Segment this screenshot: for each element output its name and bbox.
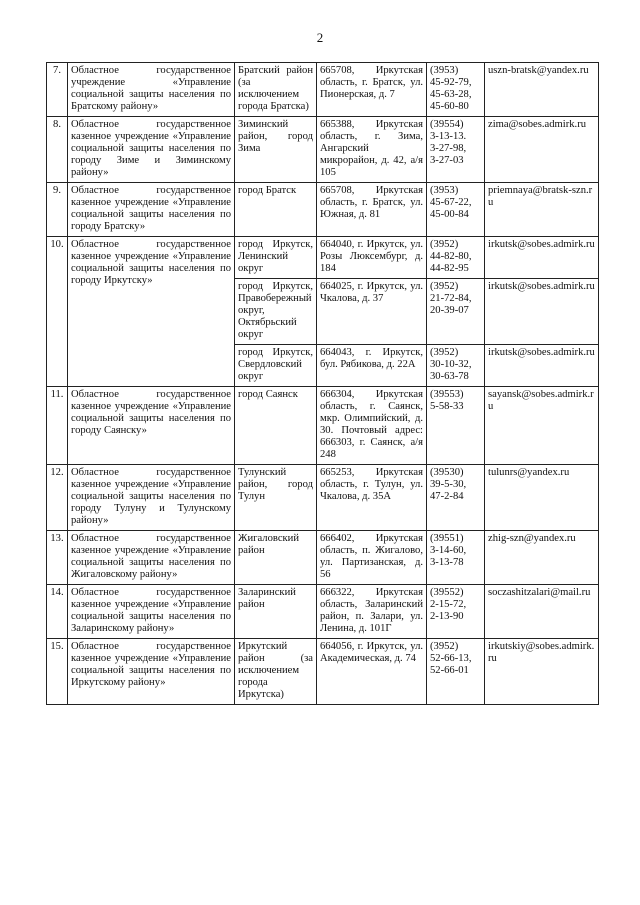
service-area: Заларинский район bbox=[235, 585, 317, 639]
service-area: город Иркутск, Правобережный округ, Октябрьский округ bbox=[235, 279, 317, 345]
phone-line: (3952) bbox=[430, 281, 459, 292]
phone-numbers bbox=[427, 387, 485, 465]
phone-line: 44-82-95 bbox=[430, 263, 469, 274]
phone-line: 39-5-30, bbox=[430, 479, 467, 490]
postal-address: 664043, г. Иркутск, бул. Рябикова, д. 22А bbox=[317, 345, 427, 387]
phone-numbers bbox=[427, 183, 485, 237]
postal-address: 665253, Иркутская область, г. Тулун, ул. Чкалова, д. 35А bbox=[317, 465, 427, 531]
phone-line: (39552) bbox=[430, 587, 464, 598]
phone-line: 3-27-98, bbox=[430, 143, 467, 154]
phone-line: 45-92-79, bbox=[430, 77, 472, 88]
postal-address: 665708, Иркутская область, г. Братск, ул. Южная, д. 81 bbox=[317, 183, 427, 237]
email-address[interactable]: irkutsk@sobes.admirk.ru bbox=[485, 279, 599, 345]
phone-numbers bbox=[427, 237, 485, 279]
email-address[interactable]: uszn-bratsk@yandex.ru bbox=[485, 63, 599, 117]
phone-line: 44-82-80, bbox=[430, 251, 472, 262]
institution-name: Областное государственное казенное учреждение «Управление социальной защиты населения по городу Братску» bbox=[68, 183, 235, 237]
phone-line: 2-15-72, bbox=[430, 599, 467, 610]
phone-line: 20-39-07 bbox=[430, 305, 469, 316]
email-address[interactable]: irkutskiy@sobes.admirk.ru bbox=[485, 639, 599, 705]
service-area: город Иркутск, Ленинский округ bbox=[235, 237, 317, 279]
phone-numbers bbox=[427, 279, 485, 345]
phone-line: 3-14-60, bbox=[430, 545, 467, 556]
phone-line: 30-10-32, bbox=[430, 359, 472, 370]
phone-line: (3952) bbox=[430, 641, 459, 652]
phone-line: (39530) bbox=[430, 467, 464, 478]
phone-line: 45-63-28, bbox=[430, 89, 472, 100]
table-row bbox=[47, 387, 599, 465]
row-number: 13. bbox=[47, 531, 68, 585]
phone-line: (39551) bbox=[430, 533, 464, 544]
email-address[interactable]: soczashitzalari@mail.ru bbox=[485, 585, 599, 639]
phone-line: (39553) bbox=[430, 389, 464, 400]
postal-address: 666402, Иркутская область, п. Жигалово, ул. Партизанская, д. 56 bbox=[317, 531, 427, 585]
page-number: 2 bbox=[316, 30, 324, 45]
phone-line: 52-66-13, bbox=[430, 653, 472, 664]
table-row bbox=[47, 585, 599, 639]
institutions-table-body bbox=[47, 63, 599, 705]
institution-name: Областное государственное казенное учреждение «Управление социальной защиты населения по городу Саянску» bbox=[68, 387, 235, 465]
service-area: Иркутский район (за исключением города Иркутска) bbox=[235, 639, 317, 705]
service-area: город Саянск bbox=[235, 387, 317, 465]
phone-numbers bbox=[427, 639, 485, 705]
phone-line: 3-27-03 bbox=[430, 155, 464, 166]
row-number: 15. bbox=[47, 639, 68, 705]
institutions-table bbox=[46, 62, 599, 705]
phone-line: 30-63-78 bbox=[430, 371, 469, 382]
phone-line: 52-66-01 bbox=[430, 665, 469, 676]
phone-line: (3952) bbox=[430, 239, 459, 250]
phone-line: 21-72-84, bbox=[430, 293, 472, 304]
postal-address: 665708, Иркутская область, г. Братск, ул. Пионерская, д. 7 bbox=[317, 63, 427, 117]
email-address[interactable]: zima@sobes.admirk.ru bbox=[485, 117, 599, 183]
postal-address: 666304, Иркутская область, г. Саянск, мкр. Олимпийский, д. 30. Почтовый адрес: 666303, г. Саянск, а/я 248 bbox=[317, 387, 427, 465]
phone-numbers bbox=[427, 585, 485, 639]
postal-address: 664025, г. Иркутск, ул. Чкалова, д. 37 bbox=[317, 279, 427, 345]
institution-name: Областное государственное казенное учреждение «Управление социальной защиты населения по Заларинскому району» bbox=[68, 585, 235, 639]
phone-line: 47-2-84 bbox=[430, 491, 464, 502]
email-address[interactable]: irkutsk@sobes.admirk.ru bbox=[485, 345, 599, 387]
service-area: Братский район (за исключением города Братска) bbox=[235, 63, 317, 117]
table-row bbox=[47, 117, 599, 183]
phone-line: (3953) bbox=[430, 65, 459, 76]
postal-address: 664040, г. Иркутск, ул. Розы Люксембург, д. 184 bbox=[317, 237, 427, 279]
table-row bbox=[47, 465, 599, 531]
institution-name: Областное государственное казенное учреждение «Управление социальной защиты населения по городу Иркутску» bbox=[68, 237, 235, 387]
postal-address: 664056, г. Иркутск, ул. Академическая, д. 74 bbox=[317, 639, 427, 705]
phone-numbers bbox=[427, 345, 485, 387]
phone-numbers bbox=[427, 63, 485, 117]
service-area: Зиминский район, город Зима bbox=[235, 117, 317, 183]
row-number: 10. bbox=[47, 237, 68, 387]
table-row bbox=[47, 237, 599, 279]
table-row bbox=[47, 183, 599, 237]
table-row bbox=[47, 63, 599, 117]
email-address[interactable]: irkutsk@sobes.admirk.ru bbox=[485, 237, 599, 279]
table-row bbox=[47, 531, 599, 585]
phone-line: 5-58-33 bbox=[430, 401, 464, 412]
phone-numbers bbox=[427, 465, 485, 531]
phone-numbers bbox=[427, 531, 485, 585]
service-area: Тулунский район, город Тулун bbox=[235, 465, 317, 531]
phone-line: 2-13-90 bbox=[430, 611, 464, 622]
email-address[interactable]: zhig-szn@yandex.ru bbox=[485, 531, 599, 585]
email-address[interactable]: priemnaya@bratsk-szn.ru bbox=[485, 183, 599, 237]
email-address[interactable]: tulunrs@yandex.ru bbox=[485, 465, 599, 531]
postal-address: 665388, Иркутская область, г. Зима, Ангарский микрорайон, д. 42, а/я 105 bbox=[317, 117, 427, 183]
institution-name: Областное государственное казенное учреждение «Управление социальной защиты населения по городу Тулуну и Тулунскому району» bbox=[68, 465, 235, 531]
row-number: 12. bbox=[47, 465, 68, 531]
postal-address: 666322, Иркутская область, Заларинский район, п. Залари, ул. Ленина, д. 101Г bbox=[317, 585, 427, 639]
phone-line: (39554) bbox=[430, 119, 464, 130]
table-row bbox=[47, 639, 599, 705]
institution-name: Областное государственное учреждение «Управление социальной защиты населения по Братскому району» bbox=[68, 63, 235, 117]
row-number: 14. bbox=[47, 585, 68, 639]
phone-line: 45-67-22, bbox=[430, 197, 472, 208]
institution-name: Областное государственное казенное учреждение «Управление социальной защиты населения по Иркутскому району» bbox=[68, 639, 235, 705]
phone-line: 45-00-84 bbox=[430, 209, 469, 220]
institution-name: Областное государственное казенное учреждение «Управление социальной защиты населения по Жигаловскому району» bbox=[68, 531, 235, 585]
service-area: город Братск bbox=[235, 183, 317, 237]
phone-line: 3-13-13. bbox=[430, 131, 467, 142]
phone-line: 3-13-78 bbox=[430, 557, 464, 568]
phone-line: (3952) bbox=[430, 347, 459, 358]
phone-line: (3953) bbox=[430, 185, 459, 196]
row-number: 11. bbox=[47, 387, 68, 465]
email-address[interactable]: sayansk@sobes.admirk.ru bbox=[485, 387, 599, 465]
service-area: город Иркутск, Свердловский округ bbox=[235, 345, 317, 387]
phone-numbers bbox=[427, 117, 485, 183]
service-area: Жигаловский район bbox=[235, 531, 317, 585]
row-number: 8. bbox=[47, 117, 68, 183]
row-number: 9. bbox=[47, 183, 68, 237]
institution-name: Областное государственное казенное учреждение «Управление социальной защиты населения по городу Зиме и Зиминскому району» bbox=[68, 117, 235, 183]
row-number: 7. bbox=[47, 63, 68, 117]
phone-line: 45-60-80 bbox=[430, 101, 469, 112]
